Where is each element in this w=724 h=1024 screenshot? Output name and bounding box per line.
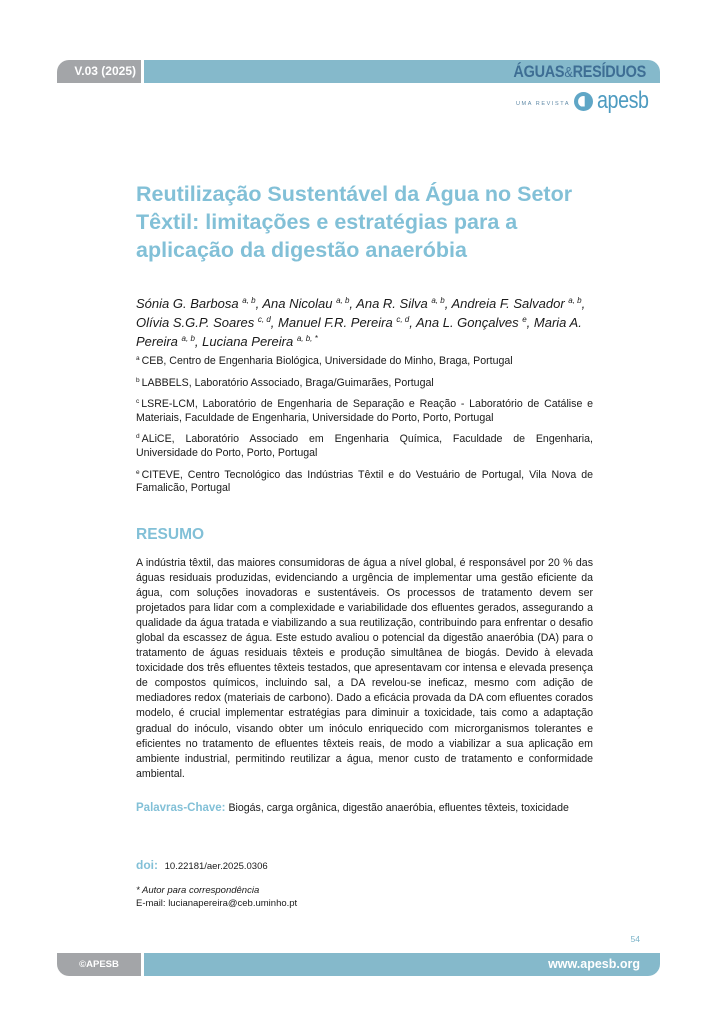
author-affiliation-marker: c, d [396, 315, 410, 324]
author: Olívia S.G.P. Soares $^{c, d}$, [136, 315, 279, 330]
author-affiliation-marker: a, b [181, 334, 195, 343]
author-list [136, 294, 596, 351]
publisher-name: apesb [597, 87, 649, 114]
affiliation [136, 355, 593, 369]
correspondence-email[interactable]: E-mail: lucianapereira@ceb.uminho.pt [136, 897, 298, 909]
journal-header [57, 60, 660, 83]
author: Maria A. Pereira $^{a, b}$, [136, 315, 582, 349]
author: Manuel F.R. Pereira $^{c, d}$, [278, 315, 416, 330]
page-number: 54 [630, 934, 640, 944]
author-affiliation-marker: e [522, 315, 527, 324]
abstract-heading: RESUMO [136, 526, 205, 543]
affiliation-text: CEB, Centro de Engenharia Biológica, Universidade do Minho, Braga, Portugal [141, 355, 513, 367]
author-name: Sónia G. Barbosa [136, 296, 239, 311]
apesb-logo-icon [574, 92, 593, 111]
author-name: Olívia S.G.P. Soares [136, 315, 255, 330]
correspondence [136, 885, 297, 910]
brand-ampersand: & [564, 64, 573, 81]
keywords [136, 801, 593, 816]
author-affiliation-marker: a, b [568, 296, 582, 305]
affiliation-list [136, 355, 593, 504]
author-name: Luciana Pereira [202, 334, 294, 349]
copyright: ©APESB [57, 953, 141, 976]
footer-bar [144, 953, 660, 976]
affiliation [136, 433, 593, 460]
publisher-mark [516, 88, 660, 114]
author: Ana L. Gonçalves $^e$, [415, 315, 534, 330]
affiliation-text: CITEVE, Centro Tecnológico das Indústrias Têxtil e do Vestuário de Portugal, Vila Nova de Famalicão, Portugal [136, 468, 593, 495]
author-name: Ana R. Silva [356, 296, 428, 311]
affiliation-text: LABBELS, Laboratório Associado, Braga/Guimarães, Portugal [141, 376, 434, 389]
article-title: Reutilização Sustentável da Água no Setor Têxtil: limitações e estratégias para a aplicação da digestão anaeróbia [136, 182, 573, 262]
header-bar [144, 60, 660, 83]
doi [136, 858, 268, 872]
brand-right: RESÍDUOS [572, 62, 646, 81]
doi-label: doi: [136, 858, 158, 872]
author-name: Manuel F.R. Pereira [278, 315, 393, 330]
author: Andreia F. Salvador $^{a, b}$, [451, 296, 586, 311]
author-name: Ana L. Gonçalves [415, 315, 519, 330]
author-name: Ana Nicolau [262, 296, 333, 311]
brand-left: ÁGUAS [513, 62, 565, 81]
affiliation-key: b [136, 376, 140, 384]
journal-footer [57, 953, 660, 976]
affiliation-text: ALiCE, Laboratório Associado em Engenharia Química, Faculdade de Engenharia, Universidade do Porto, Porto, Portugal [136, 433, 593, 459]
affiliation-key: c [136, 398, 140, 406]
abstract-text: A indústria têxtil, das maiores consumidoras de água a nível global, é responsável por 20 % das águas residuais produzidas, evidenciando a urgência de implementar uma gestão eficiente da água, com soluções inovadoras e sustentáveis. Os processos de tratamento devem ser projetados para lidar com a complexidade e variabilidade dos efluentes gerados, assegurando a qualidade da água tratada e viabilizando a sua reutilização, contribuindo para enfrentar o desafio global da escassez de água. Este estudo avaliou o potencial da digestão anaeróbia (DA) para o tratamento de águas residuais têxteis e produção simultânea de biogás. Devido à elevada toxicidade dos três efluentes têxteis testados, que apresentavam cor intensa e elevada presença de compostos químicos, incluindo sal, a DA revelou-se ineficaz, mesmo com adição de mediadores redox (materiais de carbono). Dado a eficácia provada da DA com efluentes corados modelo, é crucial implementar estratégias para diminuir a toxicidade, tais como a adaptação gradual do inóculo, visando obter um inóculo enriquecido com microrganismos tolerantes e eficientes no tratamento de efluentes têxteis reais, de modo a viabilizar a sua aplicação em ambiente industrial, permitindo reutilizar a água, menor custo de tratamento e conformidade ambiental. [136, 557, 593, 780]
tagline: UMA REVISTA [515, 101, 571, 107]
author: Ana R. Silva $^{a, b}$, [356, 296, 452, 311]
affiliation-key: e [136, 468, 140, 476]
author-affiliation-marker: a, b [336, 296, 350, 305]
author-affiliation-marker: a, b [431, 296, 445, 305]
affiliation-key: d [136, 433, 140, 441]
keywords-text: Biogás, carga orgânica, digestão anaeróbia, efluentes têxteis, toxicidade [228, 802, 569, 814]
keywords-label: Palavras-Chave: [136, 802, 226, 814]
author-affiliation-marker: a, b [242, 296, 256, 305]
correspondence-note: * Autor para correspondência [136, 885, 260, 896]
author: Ana Nicolau $^{a, b}$, [262, 296, 357, 311]
website-link[interactable]: www.apesb.org [548, 957, 640, 971]
author-name: Andreia F. Salvador [451, 296, 565, 311]
affiliation [136, 398, 593, 425]
author [202, 334, 318, 349]
volume-tab: V.03 (2025) [57, 60, 141, 83]
journal-brand [513, 61, 646, 84]
affiliation [136, 377, 593, 391]
author-affiliation-marker: c, d [257, 315, 271, 324]
author: Sónia G. Barbosa $^{a, b}$, [136, 296, 263, 311]
affiliation [136, 469, 593, 496]
affiliation-key: a [136, 355, 140, 362]
affiliation-text: LSRE-LCM, Laboratório de Engenharia de Separação e Reação - Laboratório de Catálise e Materiais, Faculdade de Engenharia, Universidade do Porto, Porto, Portugal [136, 398, 593, 424]
author-name: Maria A. Pereira [136, 315, 582, 349]
author-affiliation-marker: a, b, * [296, 334, 318, 343]
doi-link[interactable]: 10.22181/aer.2025.0306 [164, 861, 268, 872]
